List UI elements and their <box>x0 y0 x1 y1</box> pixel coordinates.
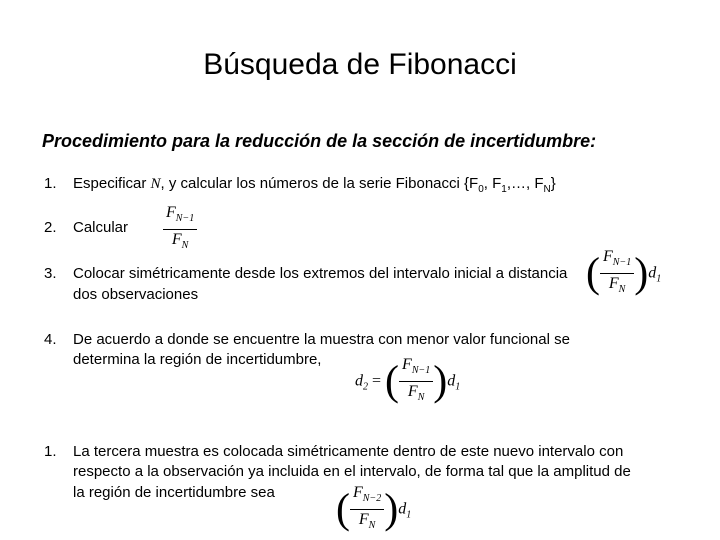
d2-formula: $d_2$ = ( $\frac{F_{N-1}}{F_N}$ )$d_1$ <box>355 356 461 405</box>
item-number: 1. <box>44 175 57 192</box>
item-text: Calcular <box>73 219 129 236</box>
item-text: determina la región de incertidumbre, <box>73 351 322 368</box>
section-heading: Procedimiento para la reducción de la sección de incertidumbre: <box>42 131 597 151</box>
ratio-formula: $\frac{F_{N-1}}{F_N}$ <box>163 204 197 255</box>
item-number: 3. <box>44 265 57 282</box>
item-text: Especificar N, y calcular los números de la serie Fibonacci {$F_0$, $F_1,\dots$, $F_N$} <box>73 175 556 195</box>
item-text: la región de incertidumbre sea <box>73 484 275 501</box>
distance-formula: ( $\frac{F_{N-1}}{F_N}$ )$d_1$ <box>586 248 662 297</box>
d3-formula: ( $\frac{F_{N-2}}{F_N}$ )$d_1$ <box>336 484 412 533</box>
item-text: respecto a la observación ya incluida en el intervalo, de forma tal que la amplitud de <box>73 463 631 480</box>
item-text: Colocar simétricamente desde los extremos del intervalo inicial a distancia <box>73 265 568 282</box>
item-number: 4. <box>44 331 57 348</box>
slide-title: Búsqueda de Fibonacci <box>203 48 517 81</box>
item-text: La tercera muestra es colocada simétricamente dentro de este nuevo intervalo con <box>73 443 624 460</box>
item-text: dos observaciones <box>73 286 199 303</box>
item-number: 2. <box>44 219 57 236</box>
item-text: De acuerdo a donde se encuentre la muestra con menor valor funcional se <box>73 331 570 348</box>
item-number: 1. <box>44 443 57 460</box>
